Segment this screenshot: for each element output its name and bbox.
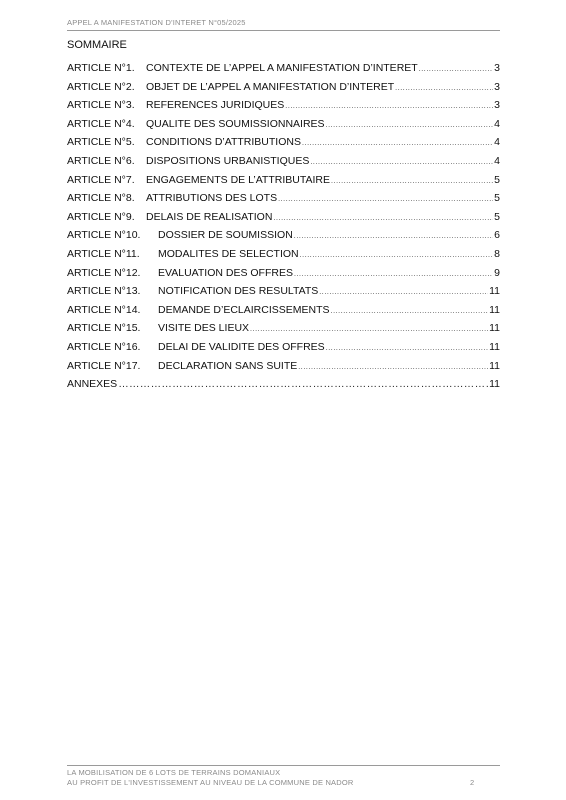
toc-entry-number: ARTICLE N°14. bbox=[67, 303, 141, 316]
toc-entry[interactable] bbox=[67, 118, 500, 137]
toc-entry-label: ENGAGEMENTS DE L’ATTRIBUTAIRE bbox=[146, 173, 330, 186]
document-footer bbox=[67, 768, 500, 788]
toc-entry-page: 3 bbox=[494, 80, 500, 93]
toc-entry-page: 11 bbox=[489, 285, 500, 298]
toc-leader-dots bbox=[331, 178, 493, 185]
toc-leader-dots bbox=[319, 289, 488, 296]
toc-leader-dots bbox=[294, 233, 493, 240]
toc-leader-dots bbox=[395, 85, 493, 92]
toc-entry-number: ARTICLE N°16. bbox=[67, 340, 141, 353]
toc-entry-number: ARTICLE N°10. bbox=[67, 229, 141, 242]
toc-leader-dots bbox=[310, 159, 493, 166]
toc-entry-page: 11 bbox=[489, 359, 500, 372]
toc-entry[interactable] bbox=[67, 229, 500, 248]
toc-leader-dots bbox=[331, 308, 489, 315]
toc-entry-number: ARTICLE N°8. bbox=[67, 192, 135, 205]
page-number: 2 bbox=[470, 778, 475, 787]
toc-leader-dots bbox=[302, 140, 493, 147]
toc-entry-label: DELAIS DE REALISATION bbox=[146, 210, 273, 223]
toc-entry-page: 11 bbox=[489, 303, 500, 316]
toc-entry-number: ARTICLE N°2. bbox=[67, 80, 135, 93]
toc-entry-page: 8 bbox=[494, 247, 500, 260]
toc-entry-number: ARTICLE N°4. bbox=[67, 117, 135, 130]
toc-leader-dots bbox=[326, 122, 494, 129]
toc-entry-number: ARTICLE N°6. bbox=[67, 154, 135, 167]
toc-entry-label: DELAI DE VALIDITE DES OFFRES bbox=[158, 340, 325, 353]
toc-entry-page: 6 bbox=[494, 229, 500, 242]
toc-entry[interactable] bbox=[67, 81, 500, 100]
toc-entry-label: VISITE DES LIEUX bbox=[158, 322, 250, 335]
toc-entry-label: EVALUATION DES OFFRES bbox=[158, 266, 293, 279]
toc-entry-label: CONDITIONS D’ATTRIBUTIONS bbox=[146, 136, 301, 149]
toc-title: SOMMAIRE bbox=[67, 39, 127, 51]
footer-line: AU PROFIT DE L'INVESTISSEMENT AU NIVEAU DE LA COMMUNE DE NADOR bbox=[67, 778, 354, 787]
toc-entry-page: 4 bbox=[494, 136, 500, 149]
toc-entry[interactable] bbox=[67, 155, 500, 174]
toc-entry[interactable] bbox=[67, 322, 500, 341]
toc-entry-page: 11 bbox=[489, 378, 500, 391]
toc-entry-number: ARTICLE N°5. bbox=[67, 136, 135, 149]
table-of-contents bbox=[67, 62, 500, 397]
toc-entry-page: 5 bbox=[494, 173, 500, 186]
toc-entry-label: DISPOSITIONS URBANISTIQUES bbox=[146, 154, 310, 167]
toc-entry-label: QUALITE DES SOUMISSIONNAIRES bbox=[146, 117, 325, 130]
toc-leader-dots bbox=[278, 196, 493, 203]
toc-entry-label: CONTEXTE DE L’APPEL A MANIFESTATION D’INTERET bbox=[146, 62, 418, 74]
toc-entry-label: OBJET DE L’APPEL A MANIFESTATION D’INTERET bbox=[146, 80, 395, 93]
toc-leader-dots bbox=[285, 103, 493, 110]
toc-entry-number: ARTICLE N°1. bbox=[67, 62, 135, 74]
toc-entry[interactable] bbox=[67, 136, 500, 155]
toc-entry-label: MODALITES DE SELECTION bbox=[158, 247, 299, 260]
toc-entry-label: DOSSIER DE SOUMISSION bbox=[158, 229, 293, 242]
toc-entry-page: 5 bbox=[494, 210, 500, 223]
toc-entry[interactable] bbox=[67, 341, 500, 360]
toc-entry[interactable] bbox=[67, 174, 500, 193]
toc-entry[interactable] bbox=[67, 360, 500, 379]
toc-leader-dots bbox=[298, 364, 488, 371]
toc-entry-page: 11 bbox=[489, 322, 500, 335]
toc-entry-number: ARTICLE N°3. bbox=[67, 99, 135, 112]
toc-entry-page: 4 bbox=[494, 154, 500, 167]
toc-entry-label: NOTIFICATION DES RESULTATS bbox=[158, 285, 319, 298]
toc-entry-label: ANNEXES bbox=[67, 378, 118, 391]
toc-entry-number: ARTICLE N°9. bbox=[67, 210, 135, 223]
toc-entry-page: 5 bbox=[494, 192, 500, 205]
toc-entry[interactable] bbox=[67, 267, 500, 286]
toc-leader-dots bbox=[419, 66, 493, 73]
toc-entry-page: 4 bbox=[494, 117, 500, 130]
toc-entry[interactable] bbox=[67, 99, 500, 118]
toc-entry[interactable] bbox=[67, 62, 500, 81]
toc-entry-number: ARTICLE N°17. bbox=[67, 359, 141, 372]
toc-entry-number: ARTICLE N°13. bbox=[67, 285, 141, 298]
toc-leader-dots bbox=[300, 252, 494, 259]
toc-entry-number: ARTICLE N°7. bbox=[67, 173, 135, 186]
footer-line: LA MOBILISATION DE 6 LOTS DE TERRAINS DOMANIAUX bbox=[67, 768, 281, 777]
document-header: APPEL A MANIFESTATION D'INTERET N°05/2025 bbox=[67, 18, 246, 27]
toc-entry-number: ARTICLE N°12. bbox=[67, 266, 141, 279]
toc-entry[interactable] bbox=[67, 285, 500, 304]
toc-leader-dots bbox=[273, 215, 493, 222]
toc-entry-page: 11 bbox=[489, 340, 500, 353]
toc-leader-dots bbox=[326, 345, 488, 352]
toc-entry-label: ATTRIBUTIONS DES LOTS bbox=[146, 192, 278, 205]
toc-entry-page: 9 bbox=[494, 266, 500, 279]
toc-entry-label: DEMANDE D’ECLAIRCISSEMENTS bbox=[158, 303, 330, 316]
toc-entry-number: ARTICLE N°15. bbox=[67, 322, 141, 335]
toc-entry[interactable] bbox=[67, 248, 500, 267]
header-divider bbox=[67, 30, 500, 31]
toc-entry-label: REFERENCES JURIDIQUES bbox=[146, 99, 285, 112]
toc-entry[interactable] bbox=[67, 192, 500, 211]
toc-leader-dots bbox=[118, 378, 488, 390]
footer-divider bbox=[67, 765, 500, 766]
toc-entry-annexes[interactable] bbox=[67, 378, 500, 397]
toc-entry[interactable] bbox=[67, 304, 500, 323]
toc-entry-number: ARTICLE N°11. bbox=[67, 247, 140, 260]
toc-entry-page: 3 bbox=[494, 62, 500, 74]
toc-leader-dots bbox=[294, 271, 493, 278]
toc-entry-page: 3 bbox=[494, 99, 500, 112]
toc-leader-dots bbox=[250, 326, 488, 333]
toc-entry-label: DECLARATION SANS SUITE bbox=[158, 359, 298, 372]
toc-entry[interactable] bbox=[67, 211, 500, 230]
